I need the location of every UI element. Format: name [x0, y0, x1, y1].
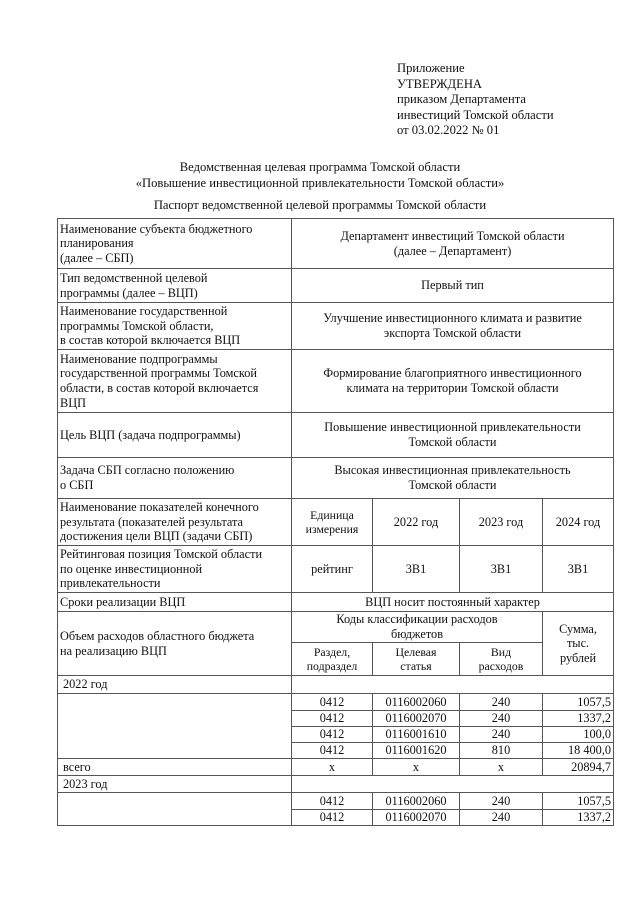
year-label: 2023 год	[58, 776, 292, 793]
empty-cell	[292, 776, 614, 793]
kind-code: 240	[460, 694, 543, 711]
article-code: 0116002060	[373, 793, 460, 810]
row-label: Наименование подпрограммы государственной программы Томской области, в состав которой включается ВЦП	[58, 350, 292, 413]
empty-cell	[292, 676, 614, 694]
year-header: 2023 год	[460, 499, 543, 546]
row-sbp	[58, 219, 614, 269]
kind-code: 240	[460, 711, 543, 727]
passport-table	[57, 218, 614, 826]
year-label: 2022 год	[58, 676, 292, 694]
row-value: Высокая инвестиционная привлекательность Томской области	[292, 458, 614, 499]
row-label: Рейтинговая позиция Томской области по оценке инвестиционной привлекательности	[58, 546, 292, 593]
sum-value: 1057,5	[543, 793, 614, 810]
approval-line: приказом Департамента	[397, 92, 526, 107]
row-label: Объем расходов областного бюджета на реализацию ВЦП	[58, 612, 292, 676]
article-code: 0116002070	[373, 810, 460, 826]
row-value: Формирование благоприятного инвестиционного климата на территории Томской области	[292, 350, 614, 413]
sum-value: 20894,7	[543, 759, 614, 776]
row-type	[58, 269, 614, 303]
row-budget-header	[58, 612, 614, 643]
section-code: 0412	[292, 711, 373, 727]
row-label: Наименование показателей конечного результата (показателей результата достижения цели ВЦП (задачи СБП)	[58, 499, 292, 546]
passport-subtitle: Паспорт ведомственной целевой программы Томской области	[153, 198, 487, 212]
indicator-unit: рейтинг	[292, 546, 373, 593]
sum-value: 1057,5	[543, 694, 614, 711]
year-header: 2022 год	[373, 499, 460, 546]
total-label: всего	[58, 759, 292, 776]
row-year-2022	[58, 676, 614, 694]
row-indicator	[58, 546, 614, 593]
section-code: 0412	[292, 810, 373, 826]
row-subprogram	[58, 350, 614, 413]
indicator-value: 3В1	[373, 546, 460, 593]
kind-header: Вид расходов	[460, 643, 543, 676]
kind-code: 240	[460, 727, 543, 743]
row-goal	[58, 413, 614, 458]
codes-header: Коды классификации расходов бюджетов	[292, 612, 543, 643]
row-value: Повышение инвестиционной привлекательности Томской области	[292, 413, 614, 458]
article-code: 0116001620	[373, 743, 460, 759]
approval-line: инвестиций Томской области	[397, 107, 554, 122]
program-title-line: Ведомственная целевая программа Томской области	[179, 160, 461, 174]
program-title	[0, 160, 640, 191]
indicator-value: 3В1	[460, 546, 543, 593]
article-code: 0116002060	[373, 694, 460, 711]
row-terms	[58, 593, 614, 612]
row-label: Цель ВЦП (задача подпрограммы)	[58, 413, 292, 458]
section-header: Раздел, подраздел	[292, 643, 373, 676]
sum-value: 1337,2	[543, 711, 614, 727]
approval-stamp	[397, 61, 554, 139]
row-value: Департамент инвестиций Томской области (далее – Департамент)	[292, 219, 614, 269]
row-task	[58, 458, 614, 499]
row-year-2023	[58, 776, 614, 793]
section-code: х	[292, 759, 373, 776]
article-code: 0116002070	[373, 711, 460, 727]
row-value: Улучшение инвестиционного климата и развитие экспорта Томской области	[292, 303, 614, 350]
sum-value: 18 400,0	[543, 743, 614, 759]
section-code: 0412	[292, 727, 373, 743]
kind-code: х	[460, 759, 543, 776]
kind-code: 810	[460, 743, 543, 759]
section-code: 0412	[292, 743, 373, 759]
approval-line: УТВЕРЖДЕНА	[397, 76, 483, 91]
row-gos-program	[58, 303, 614, 350]
empty-cell	[58, 793, 292, 826]
article-code: х	[373, 759, 460, 776]
sum-value: 100,0	[543, 727, 614, 743]
sum-value: 1337,2	[543, 810, 614, 826]
section-code: 0412	[292, 793, 373, 810]
empty-cell	[58, 694, 292, 759]
kind-code: 240	[460, 810, 543, 826]
approval-line: Приложение	[397, 61, 465, 75]
article-header: Целевая статья	[373, 643, 460, 676]
budget-total-row	[58, 759, 614, 776]
row-indicators-header	[58, 499, 614, 546]
year-header: 2024 год	[543, 499, 614, 546]
sum-header: Сумма, тыс. рублей	[543, 612, 614, 676]
row-label: Наименование государственной программы Томской области, в состав которой включается ВЦП	[58, 303, 292, 350]
row-value: ВЦП носит постоянный характер	[292, 593, 614, 612]
program-title-line: «Повышение инвестиционной привлекательности Томской области»	[135, 175, 505, 190]
row-label: Задача СБП согласно положению о СБП	[58, 458, 292, 499]
budget-line	[58, 694, 614, 711]
unit-header: Единица измерения	[292, 499, 373, 546]
approval-line: от 03.02.2022 № 01	[397, 123, 500, 138]
row-value: Первый тип	[292, 269, 614, 303]
article-code: 0116001610	[373, 727, 460, 743]
budget-line	[58, 793, 614, 810]
kind-code: 240	[460, 793, 543, 810]
row-label: Наименование субъекта бюджетного планирования (далее – СБП)	[58, 219, 292, 269]
row-label: Тип ведомственной целевой программы (далее – ВЦП)	[58, 269, 292, 303]
row-label: Сроки реализации ВЦП	[58, 593, 292, 612]
indicator-value: 3В1	[543, 546, 614, 593]
section-code: 0412	[292, 694, 373, 711]
